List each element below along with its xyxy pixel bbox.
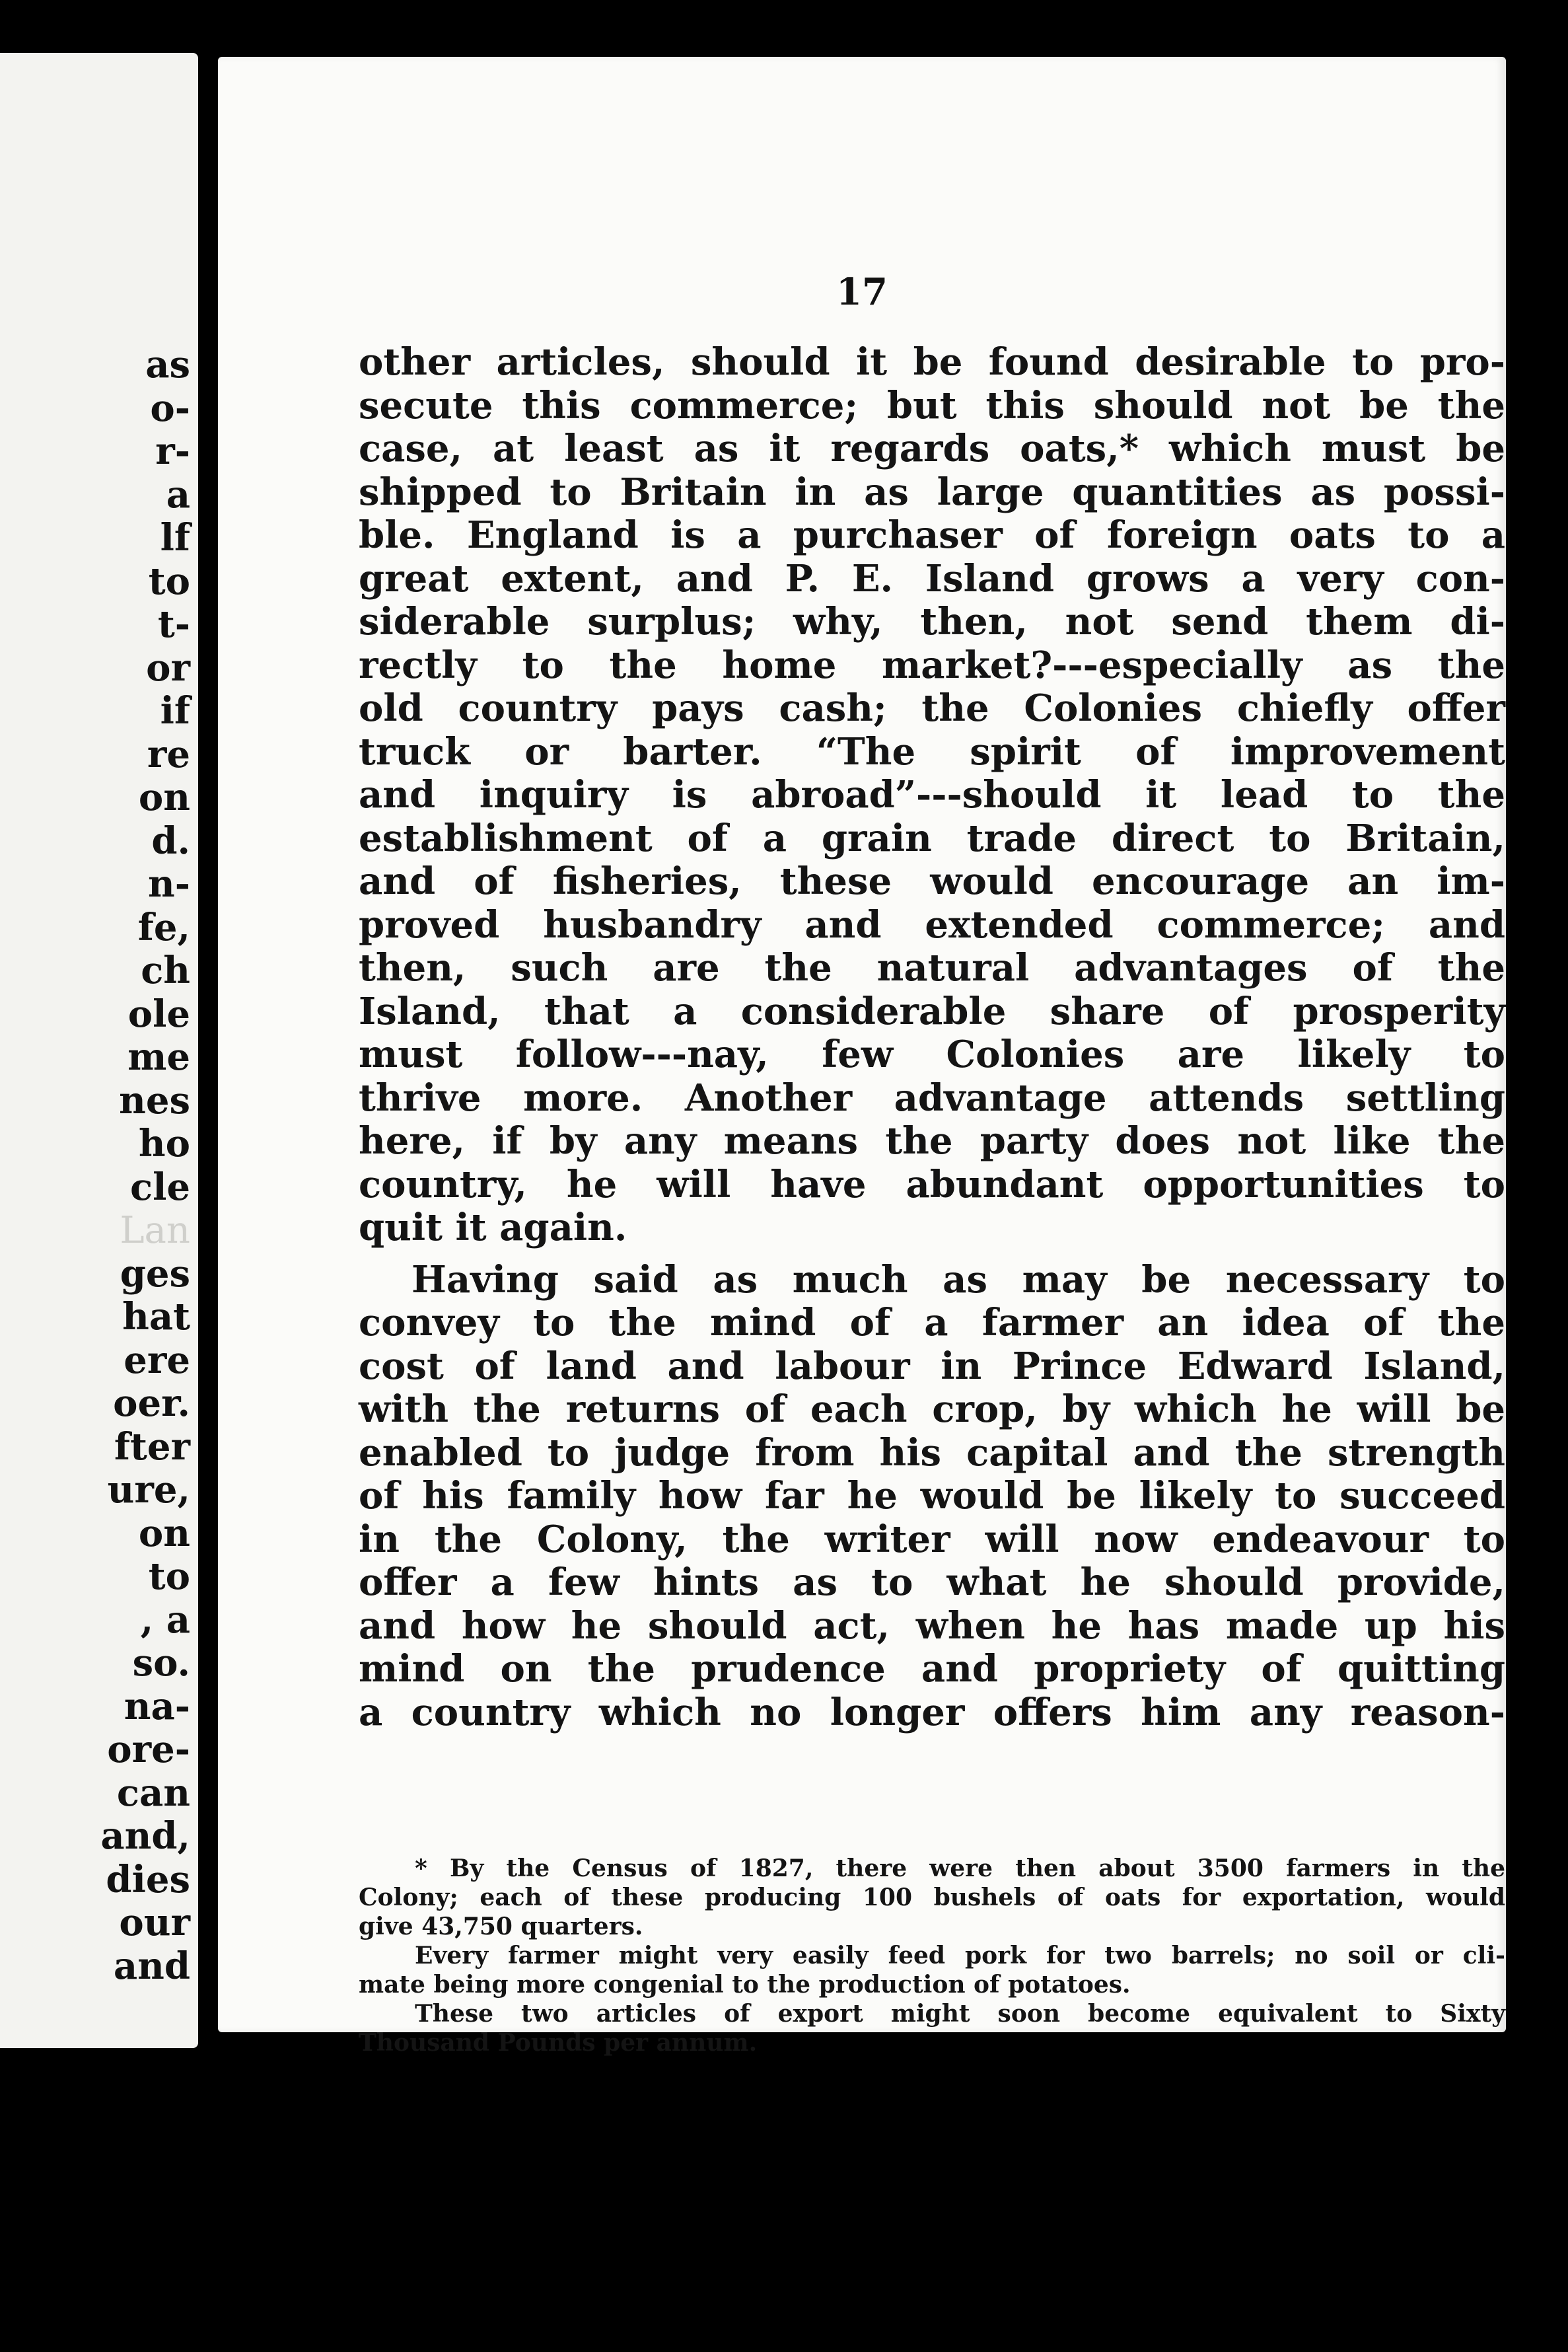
fragment: to bbox=[148, 1555, 190, 1598]
text-line: enabled to judge from his capital and the strength bbox=[359, 1430, 1505, 1475]
text-line: here, if by any means the party does not like the bbox=[359, 1119, 1505, 1163]
fragment: Lan bbox=[120, 1209, 190, 1252]
footnote-line: mate being more congenial to the production of potatoes. bbox=[359, 1971, 1131, 1999]
text-line: ble. England is a purchaser of foreign oats to a bbox=[359, 513, 1505, 557]
fragment: fter bbox=[114, 1424, 190, 1469]
fragment: ure, bbox=[107, 1468, 190, 1512]
text-line: thrive more. Another advantage attends settling bbox=[359, 1076, 1505, 1120]
text-line: Having said as much as may be necessary to bbox=[411, 1257, 1505, 1302]
fragment: fe, bbox=[137, 905, 190, 949]
text-line: must follow---nay, few Colonies are likely to bbox=[359, 1033, 1505, 1076]
text-line: cost of land and labour in Prince Edward Island, bbox=[359, 1344, 1505, 1388]
text-line: with the returns of each crop, by which he will be bbox=[359, 1387, 1505, 1431]
fragment: to bbox=[148, 559, 190, 603]
fragment: and, bbox=[100, 1814, 190, 1858]
text-line: quit it again. bbox=[359, 1206, 627, 1249]
fragment: a bbox=[166, 472, 190, 517]
fragment: on bbox=[138, 1511, 190, 1555]
fragment: re bbox=[147, 732, 190, 776]
fragment: if bbox=[160, 689, 190, 733]
fragment: so. bbox=[132, 1641, 190, 1685]
text-line: in the Colony, the writer will now endeavour to bbox=[359, 1517, 1505, 1561]
text-line: secute this commerce; but this should not be the bbox=[359, 383, 1505, 427]
text-line: convey to the mind of a farmer an idea of the bbox=[359, 1301, 1505, 1344]
text-line: great extent, and P. E. Island grows a very con- bbox=[359, 556, 1505, 601]
body-text bbox=[359, 341, 1505, 1734]
text-line: country, he will have abundant opportunities to bbox=[359, 1162, 1505, 1206]
text-line: mind on the prudence and propriety of quitting bbox=[359, 1647, 1505, 1691]
fragment: or bbox=[146, 645, 190, 690]
text-line: case, at least as it regards oats,* which must be bbox=[359, 427, 1505, 470]
fragment: oer. bbox=[113, 1381, 190, 1425]
facing-page-edge bbox=[0, 53, 198, 2048]
text-line: then, such are the natural advantages of the bbox=[359, 946, 1505, 990]
fragment: ore- bbox=[107, 1728, 190, 1771]
paragraph-gap bbox=[359, 1250, 1505, 1259]
text-line: truck or barter. “The spirit of improvement bbox=[359, 729, 1505, 774]
fragment: ho bbox=[138, 1122, 190, 1165]
book-page bbox=[218, 57, 1506, 2057]
fragment: t- bbox=[157, 603, 190, 646]
text-line: rectly to the home market?---especially as the bbox=[359, 643, 1505, 687]
fragment: on bbox=[138, 776, 190, 819]
fragment: and bbox=[113, 1944, 190, 1988]
fragment: cle bbox=[130, 1165, 190, 1209]
fragment: our bbox=[119, 1901, 190, 1944]
fragment: o- bbox=[150, 386, 190, 430]
text-line: siderable surplus; why, then, not send them di- bbox=[359, 600, 1505, 643]
fragment: dies bbox=[106, 1857, 190, 1901]
footnote-line: Thousand Pounds per annum. bbox=[359, 2029, 758, 2057]
text-line: other articles, should it be found desirable to pro- bbox=[359, 340, 1505, 384]
text-line: of his family how far he would be likely to succeed bbox=[359, 1474, 1505, 1518]
fragment: , a bbox=[140, 1598, 190, 1642]
fragment: ges bbox=[120, 1251, 190, 1296]
footnote-line: Every farmer might very easily feed pork for two barrels; no soil or cli- bbox=[415, 1942, 1505, 1969]
fragment: me bbox=[127, 1035, 190, 1079]
fragment: can bbox=[116, 1771, 190, 1815]
fragment: ole bbox=[127, 992, 190, 1036]
text-line: old country pays cash; the Colonies chiefly offer bbox=[359, 686, 1505, 730]
text-line: proved husbandry and extended commerce; and bbox=[359, 902, 1505, 947]
text-line: establishment of a grain trade direct to Britain, bbox=[359, 816, 1505, 860]
fragment: nes bbox=[119, 1078, 190, 1122]
fragment: ere bbox=[124, 1338, 190, 1382]
footnotes bbox=[359, 1854, 1505, 2057]
fragment: hat bbox=[122, 1295, 190, 1339]
text-line: shipped to Britain in as large quantities as possi- bbox=[359, 470, 1505, 514]
text-line: Island, that a considerable share of prosperity bbox=[359, 989, 1505, 1033]
page-number: 17 bbox=[836, 270, 888, 314]
facing-page-fragments bbox=[100, 344, 190, 1988]
fragment: n- bbox=[148, 862, 190, 906]
fragment: d. bbox=[151, 819, 190, 863]
footnote-line: Colony; each of these producing 100 bushels of oats for exportation, would bbox=[359, 1884, 1505, 1911]
fragment: r- bbox=[155, 429, 190, 473]
text-line: and how he should act, when he has made up his bbox=[359, 1603, 1505, 1648]
fragment: na- bbox=[124, 1684, 190, 1728]
fragment: lf bbox=[160, 516, 190, 560]
fragment: ch bbox=[141, 949, 190, 992]
footnote-line: give 43,750 quarters. bbox=[359, 1913, 643, 1940]
footnote-line: These two articles of export might soon become equivalent to Sixty bbox=[415, 2000, 1505, 2028]
text-line: and inquiry is abroad”---should it lead to the bbox=[359, 773, 1505, 817]
text-line: a country which no longer offers him any reason- bbox=[359, 1690, 1505, 1734]
text-line: and of fisheries, these would encourage an im- bbox=[359, 860, 1505, 903]
footnote-line: * By the Census of 1827, there were then about 3500 farmers in the bbox=[415, 1855, 1505, 1882]
text-line: offer a few hints as to what he should provide, bbox=[359, 1561, 1505, 1604]
fragment: as bbox=[145, 343, 190, 386]
